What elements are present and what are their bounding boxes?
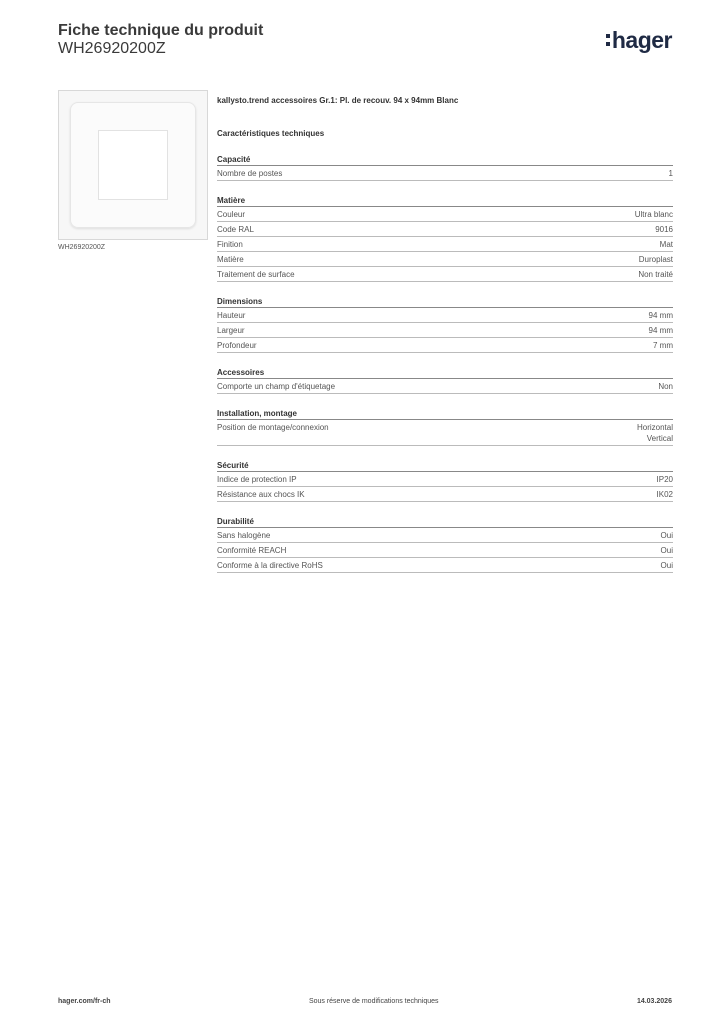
- spec-label: Position de montage/connexion: [217, 423, 329, 432]
- spec-row: [217, 207, 673, 222]
- spec-row: [217, 222, 673, 237]
- spec-section: [217, 296, 673, 353]
- section-title: Installation, montage: [217, 408, 673, 420]
- spec-section: [217, 367, 673, 394]
- spec-label: Code RAL: [217, 225, 254, 234]
- spec-value: Horizontal Vertical: [636, 423, 673, 443]
- spec-label: Couleur: [217, 210, 246, 219]
- cover-plate-icon: [70, 102, 196, 228]
- footer-date: 14.03.2026: [636, 998, 672, 1005]
- spec-content: [217, 96, 673, 573]
- spec-value: Ultra blanc: [634, 210, 673, 219]
- footer-website[interactable]: hager.com/fr-ch: [58, 998, 111, 1005]
- spec-value: Oui: [660, 561, 673, 570]
- spec-sections: [217, 154, 673, 573]
- spec-row: [217, 308, 673, 323]
- page-header: [58, 22, 263, 58]
- product-description: kallysto.trend accessoires Gr.1: Pl. de recouv. 94 x 94mm Blanc: [217, 96, 459, 105]
- spec-value: 7 mm: [653, 341, 673, 350]
- spec-label: Indice de protection IP: [217, 475, 297, 484]
- spec-label: Conformité REACH: [217, 546, 287, 555]
- spec-row: [217, 267, 673, 282]
- spec-value: IP20: [656, 475, 673, 484]
- spec-value: Duroplast: [638, 255, 673, 264]
- spec-value: 1: [668, 169, 673, 178]
- logo-dots-icon: [606, 34, 610, 46]
- spec-label: Matière: [217, 255, 244, 264]
- spec-row: [217, 420, 673, 446]
- spec-row: [217, 472, 673, 487]
- section-title: Matière: [217, 195, 673, 207]
- spec-value: 94 mm: [648, 311, 673, 320]
- spec-label: Conforme à la directive RoHS: [217, 561, 323, 570]
- spec-row: [217, 487, 673, 502]
- spec-row: [217, 338, 673, 353]
- spec-value: 94 mm: [648, 326, 673, 335]
- spec-row: [217, 252, 673, 267]
- spec-row: [217, 543, 673, 558]
- spec-label: Traitement de surface: [217, 270, 295, 279]
- section-title: Accessoires: [217, 367, 673, 379]
- spec-label: Largeur: [217, 326, 245, 335]
- footer-notice: Sous réserve de modifications techniques: [308, 998, 439, 1005]
- spec-value: Mat: [659, 240, 673, 249]
- product-image: [58, 90, 208, 240]
- spec-row: [217, 379, 673, 394]
- spec-label: Finition: [217, 240, 243, 249]
- spec-value: Non: [658, 382, 673, 391]
- hager-logo: [606, 28, 672, 52]
- tech-heading: Caractéristiques techniques: [217, 129, 325, 138]
- spec-value: Oui: [660, 531, 673, 540]
- spec-label: Profondeur: [217, 341, 257, 350]
- logo-text: hager: [611, 27, 672, 53]
- spec-value: Non traité: [638, 270, 673, 279]
- spec-section: [217, 408, 673, 446]
- section-title: Dimensions: [217, 296, 673, 308]
- spec-row: [217, 166, 673, 181]
- product-reference: WH26920200Z: [58, 40, 166, 57]
- spec-label: Comporte un champ d'étiquetage: [217, 382, 336, 391]
- spec-value: Oui: [660, 546, 673, 555]
- image-caption: WH26920200Z: [58, 244, 106, 251]
- spec-section: [217, 154, 673, 181]
- spec-section: [217, 195, 673, 282]
- page-title: Fiche technique du produit: [58, 22, 264, 39]
- spec-row: [217, 323, 673, 338]
- spec-value: 9016: [655, 225, 673, 234]
- spec-label: Résistance aux chocs IK: [217, 490, 305, 499]
- section-title: Durabilité: [217, 516, 673, 528]
- section-title: Sécurité: [217, 460, 673, 472]
- spec-label: Nombre de postes: [217, 169, 283, 178]
- spec-label: Hauteur: [217, 311, 246, 320]
- spec-section: [217, 516, 673, 573]
- spec-label: Sans halogène: [217, 531, 271, 540]
- spec-row: [217, 558, 673, 573]
- spec-value: IK02: [656, 490, 673, 499]
- section-title: Capacité: [217, 154, 673, 166]
- spec-row: [217, 237, 673, 252]
- spec-section: [217, 460, 673, 502]
- page-footer: [58, 998, 672, 1005]
- spec-row: [217, 528, 673, 543]
